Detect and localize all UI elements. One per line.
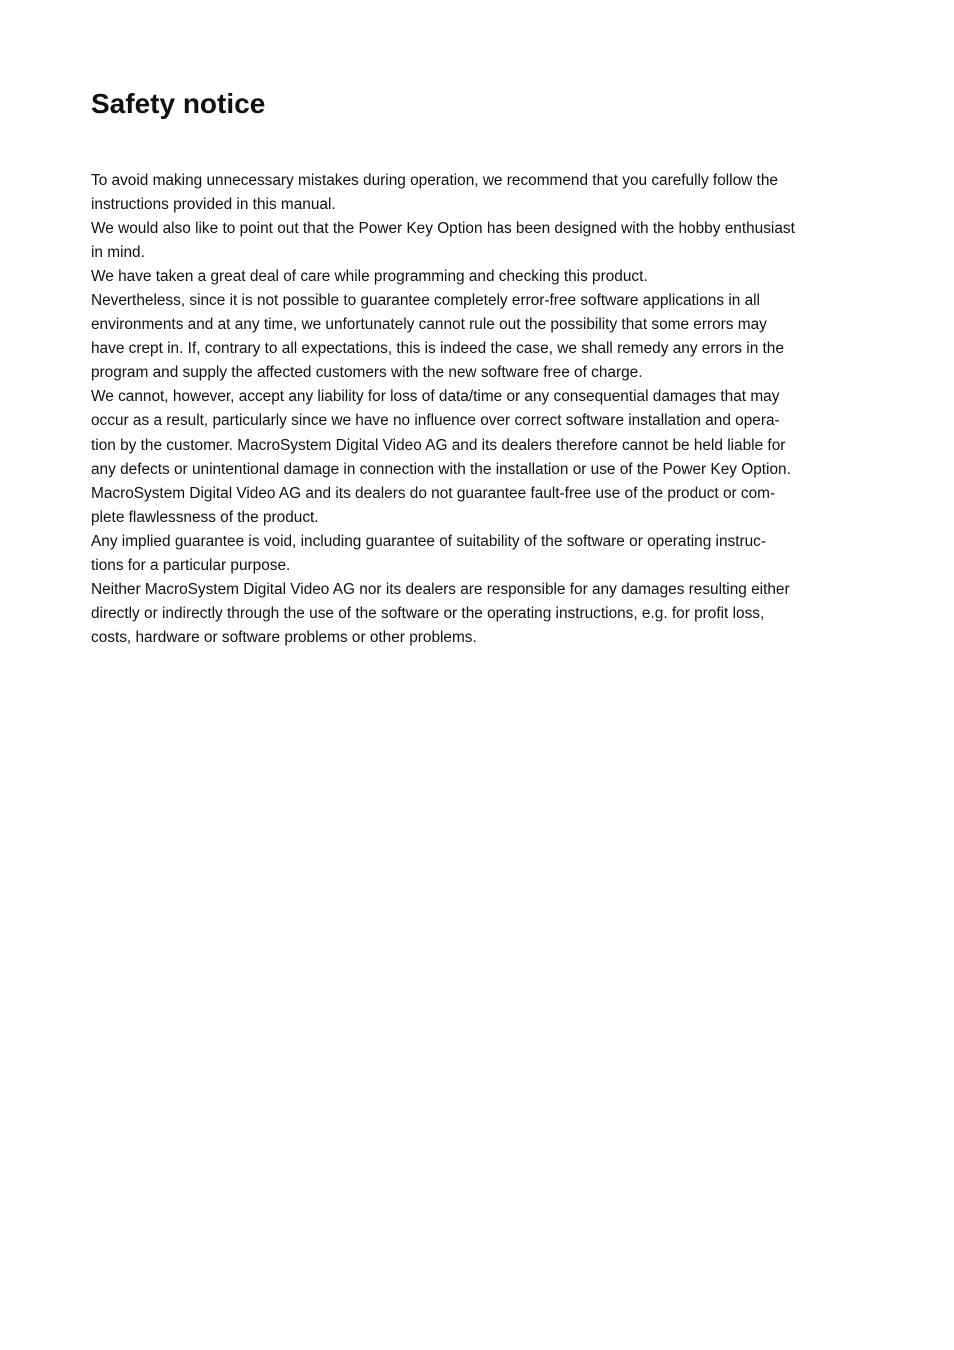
text-line: tion by the customer. MacroSystem Digital Video AG and its dealers therefore cannot be held liable for: [91, 436, 786, 454]
text-line: any defects or unintentional damage in connection with the installation or use of the Power Key Option.: [91, 460, 791, 478]
text-line: have crept in. If, contrary to all expectations, this is indeed the case, we shall remedy any errors in the: [91, 340, 784, 358]
text-line: plete flawlessness of the product.: [91, 508, 319, 526]
text-line: occur as a result, particularly since we have no influence over correct software installation and opera-: [91, 412, 780, 430]
text-line: We have taken a great deal of care while programming and checking this product.: [91, 268, 648, 286]
text-line: program and supply the affected customers with the new software free of charge.: [91, 364, 643, 382]
text-line: Neither MacroSystem Digital Video AG nor its dealers are responsible for any damages resulting either: [91, 580, 790, 598]
text-line: environments and at any time, we unfortunately cannot rule out the possibility that some errors may: [91, 316, 767, 334]
text-line: tions for a particular purpose.: [91, 556, 291, 574]
page-title: Safety notice: [91, 88, 266, 119]
text-line: We cannot, however, accept any liability for loss of data/time or any consequential damages that may: [91, 388, 780, 406]
text-line: directly or indirectly through the use of the software or the operating instructions, e.g. for profit loss,: [91, 604, 765, 622]
text-line: costs, hardware or software problems or other problems.: [91, 628, 477, 646]
text-line: To avoid making unnecessary mistakes during operation, we recommend that you carefully follow the: [91, 172, 778, 189]
text-line: instructions provided in this manual.: [91, 196, 336, 214]
text-line: We would also like to point out that the Power Key Option has been designed with the hobby enthusiast: [91, 220, 795, 238]
text-line: in mind.: [91, 244, 145, 262]
text-line: MacroSystem Digital Video AG and its dealers do not guarantee fault-free use of the product or com-: [91, 484, 776, 502]
body-text: [91, 169, 891, 650]
text-line: Any implied guarantee is void, including guarantee of suitability of the software or operating instruc-: [91, 532, 767, 550]
text-line: Nevertheless, since it is not possible to guarantee completely error-free software applications in all: [91, 292, 760, 310]
